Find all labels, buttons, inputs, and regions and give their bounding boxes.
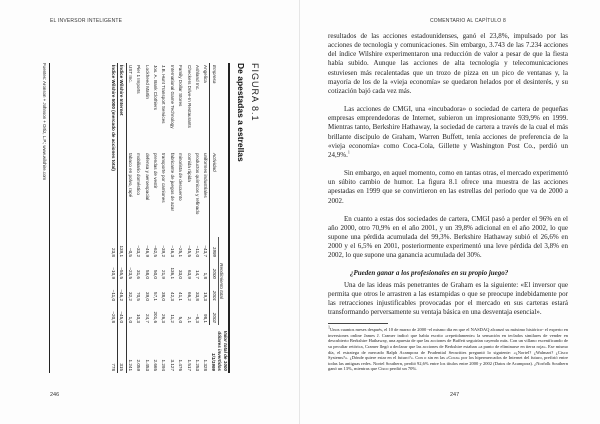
section-paragraph: Una de las ideas más penetrantes de Graham es la siguiente: «El inversor que permita que otros le arrastren a las estampidas o que se preocupe indebidamente por las retracciones injustificables provocadas por el mercado en sus carteras estará transformando perversamente su ventaja básica en una desventaja esencial». (328, 280, 568, 317)
paragraph-4: En cuanto a estas dos sociedades de cartera, CMGI pasó a perder el 96% en el año 2000, otro 70,9% en el año 2001, y un 39,8% adicional en el año 2002, lo que supone una pérdida acumulada del 99,3%. Berkshire Hathaway subió el 26,6% en 2000 y el 6,5% en 2001, posteriormente experimentó una leve pérdida del 3,8% en 2002, lo que supone una ganancia acumulada del 30%. (328, 214, 568, 260)
figure-title: De apestadas a estrellas (236, 63, 246, 162)
footnote-ref-1[interactable]: 1 (347, 149, 350, 155)
paragraph-2-text: Las acciones de CMGI, una «incubadora» o sociedad de cartera de pequeñas empresas emprendedoras de Internet, subieron un impresionante 939,9% en 1999. Mientras tanto, Berkshire Hathaway, la sociedad de cartera a través de la cual el más brillante discípulo de Graham, Warren Buffett, tenía acciones de preferencia de la «vieja economía» como Coca-Cola, Gillette y Washington Post Co., perdió un 24,9%. (328, 105, 568, 159)
cell-actividad: defensa y aeroespacial (144, 153, 150, 201)
cell-r2000: 58,0 (144, 270, 150, 279)
cell-r1999: –33,2 (136, 245, 142, 257)
table-row (168, 63, 176, 373)
right-page-body (328, 32, 568, 372)
cell-r1999: 23,8 (109, 237, 117, 259)
cell-r2002: 11,2 (169, 314, 175, 323)
cell-actividad: uniformes industriales (203, 153, 209, 198)
cell-r2000: –55,5 (118, 259, 126, 281)
cell-valor: 1.241 (128, 359, 134, 371)
cell-r2000: 21,9 (161, 270, 167, 279)
cell-r2001: 57,1 (152, 292, 158, 301)
cell-valor: 778 (109, 325, 117, 373)
cell-r2000: 136,1 (169, 267, 175, 279)
cell-r1999: –45,5 (186, 245, 192, 257)
right-page-number: 247 (450, 392, 460, 398)
cell-r2001: 70,5 (136, 292, 142, 301)
cell-r2001: 32,2 (128, 292, 134, 301)
cell-r2001: 33,8 (194, 292, 200, 301)
cell-r2001: –46,2 (118, 281, 126, 303)
cell-valor: 1.476 (178, 359, 184, 371)
cell-r2002: 201,6 (152, 311, 158, 323)
table-row (151, 63, 159, 373)
cell-actividad: productos químicos y refinado (194, 153, 200, 215)
cell-r2000: –10,9 (109, 259, 117, 281)
header-year-2001: 2001 (210, 281, 219, 303)
cell-empresa: Pier 1 Imports (136, 65, 142, 94)
figure-table-body (109, 63, 210, 373)
cell-r2002: –45,0 (118, 303, 126, 325)
cell-r1999: –39,2 (161, 245, 167, 257)
cell-r2002: –8,3 (194, 314, 200, 323)
cell-r2001: 66,2 (186, 292, 192, 301)
footnote-marker: 1 (328, 324, 330, 330)
cell-valor: 1.328 (203, 359, 209, 371)
cell-actividad: minorista de descuento (178, 153, 184, 201)
cell-r2002: 2,1 (186, 316, 192, 323)
cell-r2000: 31,6 (136, 270, 142, 279)
cell-r2000: 63,9 (186, 270, 192, 279)
cell-r2001: 38,0 (161, 292, 167, 301)
cell-r1999: –11,0 (194, 245, 200, 257)
table-row (143, 63, 151, 373)
cell-r1999: 139,1 (118, 237, 126, 259)
table-total-row (109, 63, 117, 373)
paragraph-3: Sin embargo, en aquel momento, como en tantas otras, el mercado experimentó un súbito cambio de humor. La figura 8.1 ofrece una muestra de las acciones apestadas en 1999 que se convirtieron en las estrellas del período que va de 2000 a 2002. (328, 169, 568, 205)
header-year-2000: 2000 (210, 259, 219, 281)
cell-empresa: Angelica (203, 65, 209, 83)
cell-r2002: 98,1 (203, 314, 209, 323)
cell-r1999: –43,7 (203, 245, 209, 257)
cell-r2000: 33,0 (178, 270, 184, 279)
header-year-1999: 1999 (210, 237, 219, 259)
cell-r1999: –25,1 (178, 245, 184, 257)
cell-actividad: transporte por camiones (161, 153, 167, 203)
header-empresa: Empresa (210, 63, 219, 151)
table-row (193, 63, 201, 373)
section-heading: ¿Pueden ganar a los profesionales en su propio juego? (350, 269, 509, 278)
cell-r2001: 41,1 (178, 292, 184, 301)
header-rendimiento-total: Rendimiento total (219, 237, 229, 325)
cell-empresa: UST Inc. (128, 65, 134, 83)
table-row (185, 63, 193, 373)
cell-actividad: mobiliario doméstico (136, 153, 142, 195)
cell-empresa: Checkers Drive-In Restaurants (186, 65, 192, 128)
footnote-rule (328, 323, 388, 324)
cell-actividad: tabaco en polvo, rapé (128, 153, 134, 198)
table-row (134, 63, 142, 373)
cell-actividad: comida rápida (186, 153, 192, 182)
cell-valor: 2.665 (152, 359, 158, 371)
cell-valor: 3.127 (169, 359, 175, 371)
table-row (202, 63, 210, 373)
cell-valor: 2.059 (136, 359, 142, 371)
cell-r2001: 19,3 (203, 292, 209, 301)
cell-r1999: –0,5 (128, 248, 134, 257)
header-valor-total: Valor total de 1000 dólares invertidos 1/1/1999 (211, 330, 228, 371)
figure-label: FIGURA 8.1 (250, 63, 260, 122)
footnote-text: Unos cuantos meses después, el 10 de marzo de 2000 -el mismo día en que el NASDAQ alcanzó su máximo histórico- el experto en inversiones online James J. Cramer indicó que había escrito «repetidamente» la sensación en teclados similares de vender en descubierto Berkshire Hathaway, una apuesta de que las acciones de Buffett seguirían cayendo más. Con un villano escenificando de su peculiar retórica, Cramer llegó a declarar que las acciones de Berkshire estaban «a punto de eliminarse en tierra roja». Ese mismo día, el estratega de mercado Ralph Acampora de Prudential Securities preguntó lo siguiente: «¿Nortel? ¿Walmart? ¿Cisco Systems?». ¿Dónde quiere estar en el futuro?». Con o sin en las «Coca» por los hipermercados de Internet del futuro, prefirió entre todas las antiguas redes. Nortel Southern, perdió 92,6% entre los títulos entre 2000 y 2002 (Datos de Acampora). ¿Norfolk Southern ganó un 13%, mientras que Cisco perdió un 70%. (328, 327, 568, 372)
cell-r2002: 1,0 (128, 316, 134, 323)
cell-valor: 315 (118, 325, 126, 373)
cell-r2001: 39,0 (144, 292, 150, 301)
cell-actividad: fabricante de juegos de azar (169, 153, 175, 211)
paragraph-1: resultados de las acciones estadounidenses, ganó el 23,8%, impulsado por las acciones de tecnología y comunicaciones. Sin embargo, 3.743 de las 7.234 acciones del índice Wilshire experimentaron una reducción de valor a pesar de que la fiesta había subido. Aunque las acciones de alta tecnología y telecomunicaciones estuviesen más recalentadas que un trozo de pizza en un pico de ventanas y, la mayoría de los de la «vieja economía» se quedaron helados por el desinterés, y su cotización bajó cada vez más. (328, 32, 568, 95)
figure-table (109, 63, 230, 373)
cell-r2001: –11,0 (109, 281, 117, 303)
table-total-row (118, 63, 126, 373)
cell-r2001: 42,3 (169, 292, 175, 301)
cell-valor: 1.517 (186, 359, 192, 371)
cell-r1999: –16,3 (169, 245, 175, 257)
footnote-1 (328, 324, 568, 372)
cell-valor: 1.453 (144, 359, 150, 371)
cell-r2002: 24,7 (144, 314, 150, 323)
cell-empresa: International Game Technology (169, 65, 175, 129)
paragraph-2 (328, 105, 568, 160)
cell-r1999: –62,5 (152, 245, 158, 257)
cell-r2000: 14,7 (194, 270, 200, 279)
cell-r1999: –46,9 (144, 245, 150, 257)
figure-source: Fuentes: Aronson + Johnson + Ortiz, L.P.; www.wilshire.com (42, 63, 50, 373)
cell-empresa: Lockheed Martin (144, 65, 150, 99)
header-actividad: Actividad (210, 151, 219, 237)
cell-empresa: Jos. A. Bank Clothiers (152, 65, 158, 110)
cell-r2000: 50,0 (152, 270, 158, 279)
header-year-2002: 2002 (210, 303, 219, 325)
cell-valor: 1.253 (194, 359, 200, 371)
cell-r2002: 10,3 (136, 314, 142, 323)
cell-empresa: Family Dollar Stores (178, 65, 184, 107)
cell-empresa: J.B. Hunt Transport Services (161, 65, 167, 124)
left-running-head: EL INVERSOR INTELIGENTE (50, 18, 123, 24)
cell-r2000: –23,5 (128, 267, 134, 279)
right-running-head: COMENTARIO AL CAPÍTULO 8 (430, 18, 506, 24)
cell-index-label: Índice Wilshire 5000 (mercado de acciones total) (109, 63, 117, 237)
cell-r2002: 5,0 (178, 316, 184, 323)
cell-r2000: 1,8 (203, 272, 209, 279)
figure-8-1 (36, 63, 262, 373)
left-page-number: 246 (50, 392, 60, 398)
table-row (176, 63, 184, 373)
cell-empresa: Ashland Inc. (194, 65, 200, 91)
cell-index-label: Índice Wilshire Internet (118, 63, 126, 237)
table-row (126, 63, 134, 373)
cell-actividad: prendas de vestir (152, 153, 158, 189)
cell-r2002: –20,8 (109, 303, 117, 325)
cell-r2002: 26,3 (161, 314, 167, 323)
cell-valor: 1.294 (161, 359, 167, 371)
table-row (160, 63, 168, 373)
